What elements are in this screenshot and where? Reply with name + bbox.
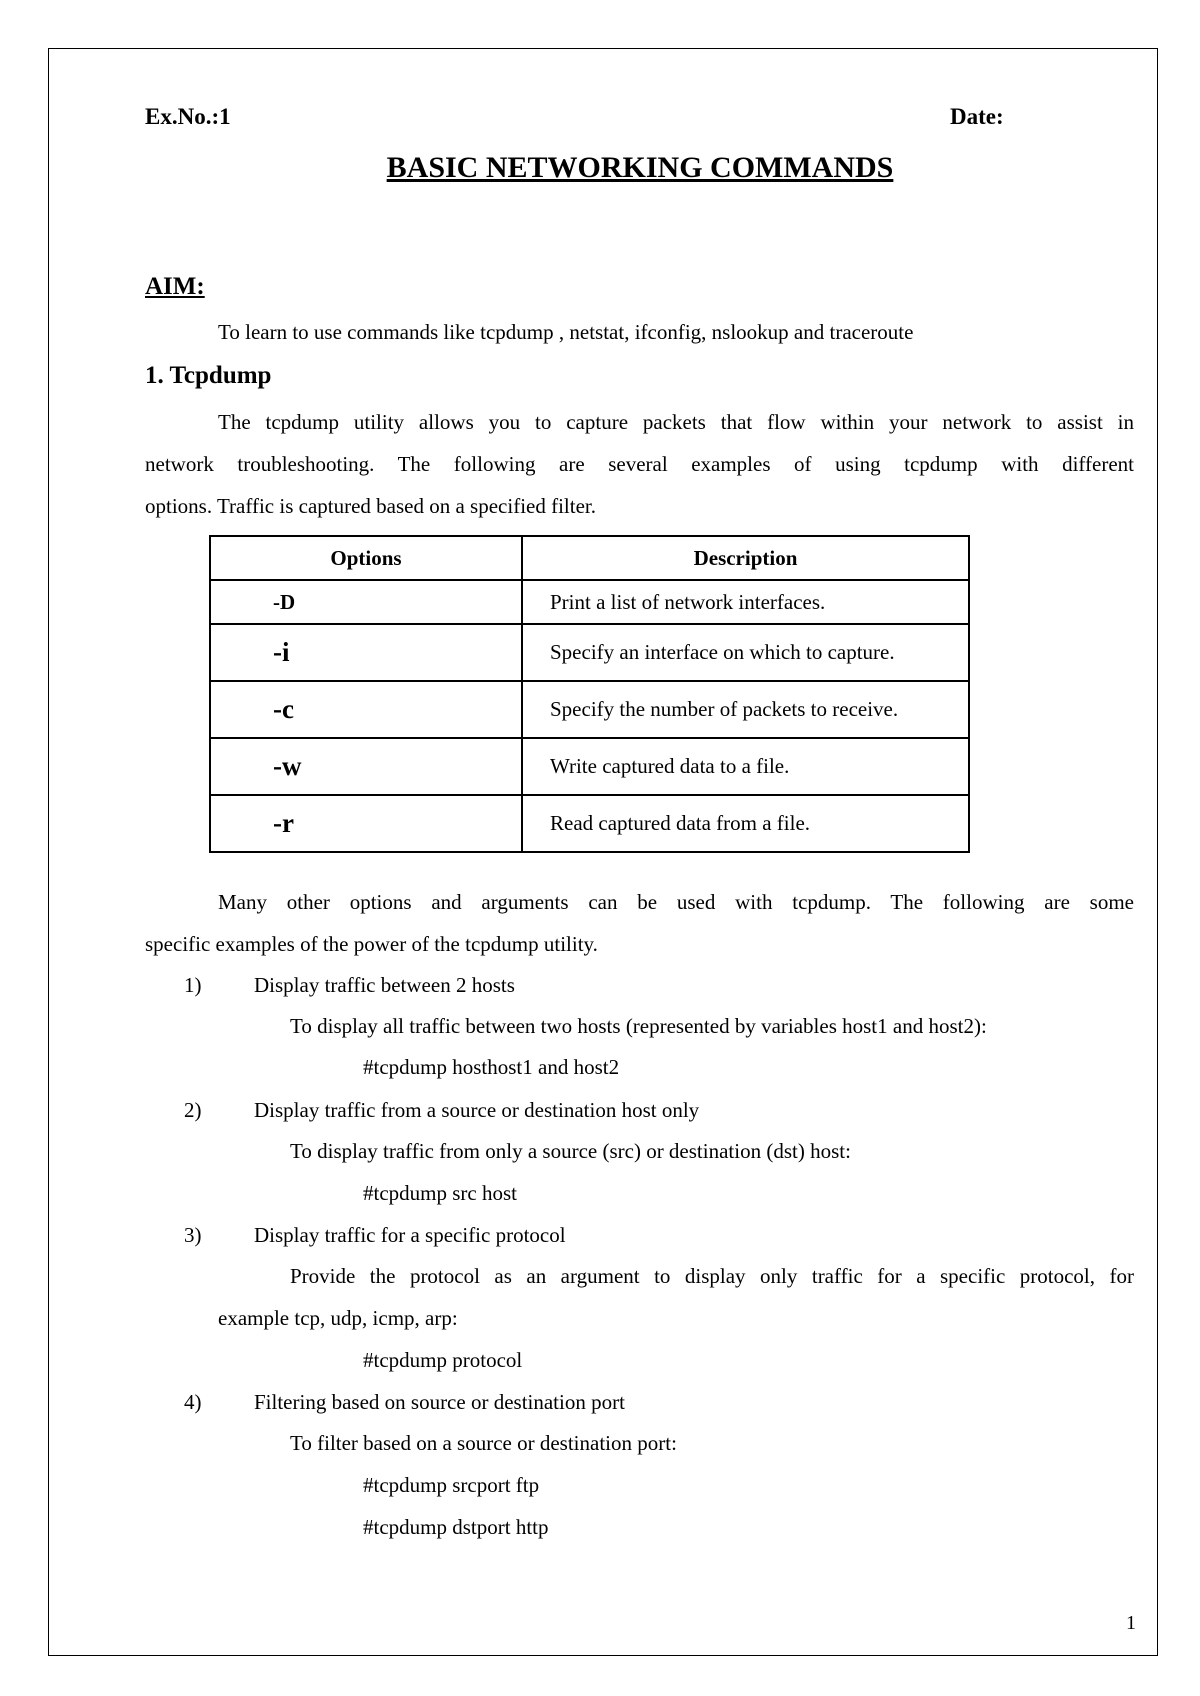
example-description-continued: example tcp, udp, icmp, arp: bbox=[218, 1306, 458, 1330]
date-label: Date: bbox=[950, 104, 1004, 129]
option-cell: -i bbox=[210, 624, 522, 681]
description-cell: Specify an interface on which to capture. bbox=[522, 624, 969, 681]
aim-heading: AIM: bbox=[145, 273, 205, 300]
example-title: Display traffic from a source or destination host only bbox=[254, 1098, 700, 1122]
page-title: BASIC NETWORKING COMMANDS bbox=[386, 151, 894, 184]
example-number: 1) bbox=[184, 973, 202, 997]
table-row bbox=[210, 580, 969, 624]
option-cell: -r bbox=[210, 795, 522, 852]
more-line-1: Many other options and arguments can be used with tcpdump. The following are some bbox=[218, 890, 1134, 914]
example-description: To display traffic from only a source (src) or destination (dst) host: bbox=[290, 1139, 851, 1163]
example-command: #tcpdump dstport http bbox=[363, 1515, 549, 1539]
column-header-description: Description bbox=[522, 536, 969, 580]
example-number: 4) bbox=[184, 1390, 202, 1414]
example-description: Provide the protocol as an argument to display only traffic for a specific protocol, for bbox=[290, 1264, 1134, 1288]
example-title: Display traffic for a specific protocol bbox=[254, 1223, 566, 1247]
intro-line-3: options. Traffic is captured based on a specified filter. bbox=[145, 494, 597, 518]
description-cell: Specify the number of packets to receive. bbox=[522, 681, 969, 738]
table-row bbox=[210, 681, 969, 738]
option-cell: -c bbox=[210, 681, 522, 738]
table-row bbox=[210, 795, 969, 852]
description-cell: Print a list of network interfaces. bbox=[522, 580, 969, 624]
example-number: 3) bbox=[184, 1223, 202, 1247]
intro-line-2: network troubleshooting. The following are several examples of using tcpdump with different bbox=[145, 452, 1134, 476]
options-table bbox=[209, 535, 970, 853]
option-cell: -D bbox=[210, 580, 522, 624]
more-line-2: specific examples of the power of the tcpdump utility. bbox=[145, 932, 598, 956]
example-number: 2) bbox=[184, 1098, 202, 1122]
exercise-number: Ex.No.:1 bbox=[145, 104, 231, 129]
example-title: Filtering based on source or destination port bbox=[254, 1390, 625, 1414]
example-title: Display traffic between 2 hosts bbox=[254, 973, 515, 997]
example-description: To display all traffic between two hosts (represented by variables host1 and host2): bbox=[290, 1014, 987, 1038]
example-description: To filter based on a source or destination port: bbox=[290, 1431, 677, 1455]
intro-line-1: The tcpdump utility allows you to capture packets that flow within your network to assist in bbox=[218, 410, 1134, 434]
page-number: 1 bbox=[1126, 1612, 1136, 1634]
section-heading-tcpdump: 1. Tcpdump bbox=[145, 362, 272, 389]
table-row bbox=[210, 624, 969, 681]
column-header-options: Options bbox=[210, 536, 522, 580]
description-cell: Write captured data to a file. bbox=[522, 738, 969, 795]
description-cell: Read captured data from a file. bbox=[522, 795, 969, 852]
table-row bbox=[210, 738, 969, 795]
example-command: #tcpdump srcport ftp bbox=[363, 1473, 540, 1497]
example-command: #tcpdump protocol bbox=[363, 1348, 523, 1372]
aim-text: To learn to use commands like tcpdump , netstat, ifconfig, nslookup and traceroute bbox=[218, 320, 914, 344]
option-cell: -w bbox=[210, 738, 522, 795]
example-command: #tcpdump src host bbox=[363, 1181, 517, 1205]
table-header-row bbox=[210, 536, 969, 580]
example-command: #tcpdump hosthost1 and host2 bbox=[363, 1055, 620, 1079]
